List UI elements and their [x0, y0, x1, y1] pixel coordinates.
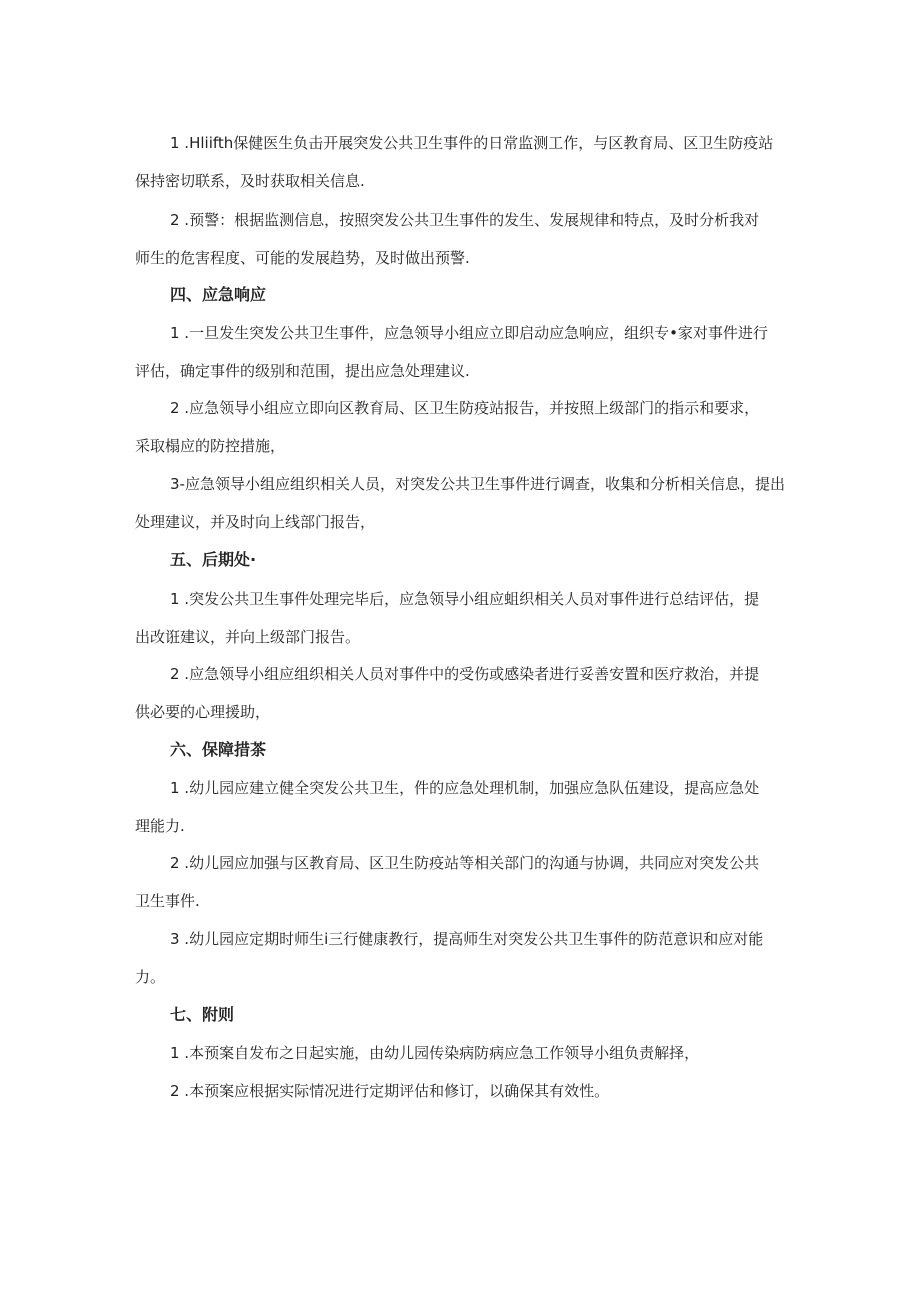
paragraph-line: 理能力. [135, 817, 185, 835]
paragraph-line: 供必要的心理援助， [135, 703, 271, 721]
paragraph-response-3 [135, 465, 785, 541]
paragraph-line: 力。 [135, 968, 166, 986]
paragraph-monitoring [135, 124, 785, 200]
paragraph-appendix-1 [135, 1034, 785, 1072]
paragraph-line: 1 .一旦发生突发公共卫生事件，应急领导小组应立即启动应急响应，组织专•家对事件进行 [170, 324, 768, 342]
paragraph-aftermath-1 [135, 580, 785, 656]
paragraph-line: 处理建议，并及时向上线部门报告， [135, 513, 376, 531]
paragraph-line: 3 .幼儿园应定期时师生i三行健康教行，提高师生对突发公共卫生事件的防范意识和应对能 [170, 930, 764, 948]
paragraph-safeguards-2 [135, 844, 785, 920]
paragraph-line: 2 .本预案应根据实际情况进行定期评估和修订，以确保其有效性。 [170, 1082, 610, 1100]
paragraph-line: 1 .幼儿园应建立健全突发公共卫生，件的应急处理机制，加强应急队伍建设，提高应急处 [170, 779, 760, 797]
paragraph-line: 保持密切联系，及时获取相关信息. [135, 172, 365, 190]
paragraph-line: 2 .预警：根据监测信息，按照突发公共卫生事件的发生、发展规律和特点，及时分析我对 [170, 211, 760, 229]
paragraph-line: 师生的危害程度、可能的发展趋势，及时做出预警. [135, 249, 470, 267]
section-heading-safeguards: 六、保障措茶 [170, 740, 267, 759]
paragraph-line: 2 .幼儿园应加强与区教育局、区卫生防疫站等相关部门的沟通与协调，共同应对突发公共 [170, 854, 760, 872]
paragraph-line: 1 .突发公共卫生事件处理完毕后，应急领导小组应蛆织相关人员对事件进行总结评估，提 [170, 590, 760, 608]
paragraph-line: 1 .Hliifth保健医生负击开展突发公共卫生事件的日常监测工作，与区教育局、区卫生防疫站 [170, 134, 774, 152]
paragraph-line: 采取榻应的防控措施， [135, 437, 286, 455]
section-heading-emergency-response: 四、应急响应 [170, 285, 267, 304]
paragraph-line: 3-应急领导小组应组织相关人员，对突发公共卫生事件进行调查，收集和分析相关信息，提出 [170, 475, 785, 493]
section-heading-aftermath: 五、后期处· [170, 550, 257, 569]
paragraph-line: 卫生事件. [135, 892, 200, 910]
paragraph-aftermath-2 [135, 655, 785, 731]
paragraph-line: 2 .应急领导小组应组织相关人员对事件中的受伤或感染者进行妥善安置和医疗救治，并提 [170, 665, 760, 683]
paragraph-line: 1 .本预案自发布之日起实施，由幼儿园传染病防病应急工作领导小组负责解择， [170, 1044, 700, 1062]
paragraph-line: 评估，确定事件的级别和范围，提出应急处理建议. [135, 362, 470, 380]
paragraph-response-2 [135, 389, 785, 465]
section-heading-appendix: 七、附则 [170, 1005, 235, 1024]
paragraph-appendix-2 [135, 1072, 785, 1110]
paragraph-line: 2 .应急领导小组应立即向区教育局、区卫生防疫站报告，并按照上级部门的指示和要求， [170, 399, 760, 417]
paragraph-warning [135, 201, 785, 277]
paragraph-safeguards-3 [135, 920, 785, 996]
paragraph-response-1 [135, 314, 785, 390]
paragraph-safeguards-1 [135, 769, 785, 845]
paragraph-line: 出改诳建议，并向上级部门报告。 [135, 628, 361, 646]
